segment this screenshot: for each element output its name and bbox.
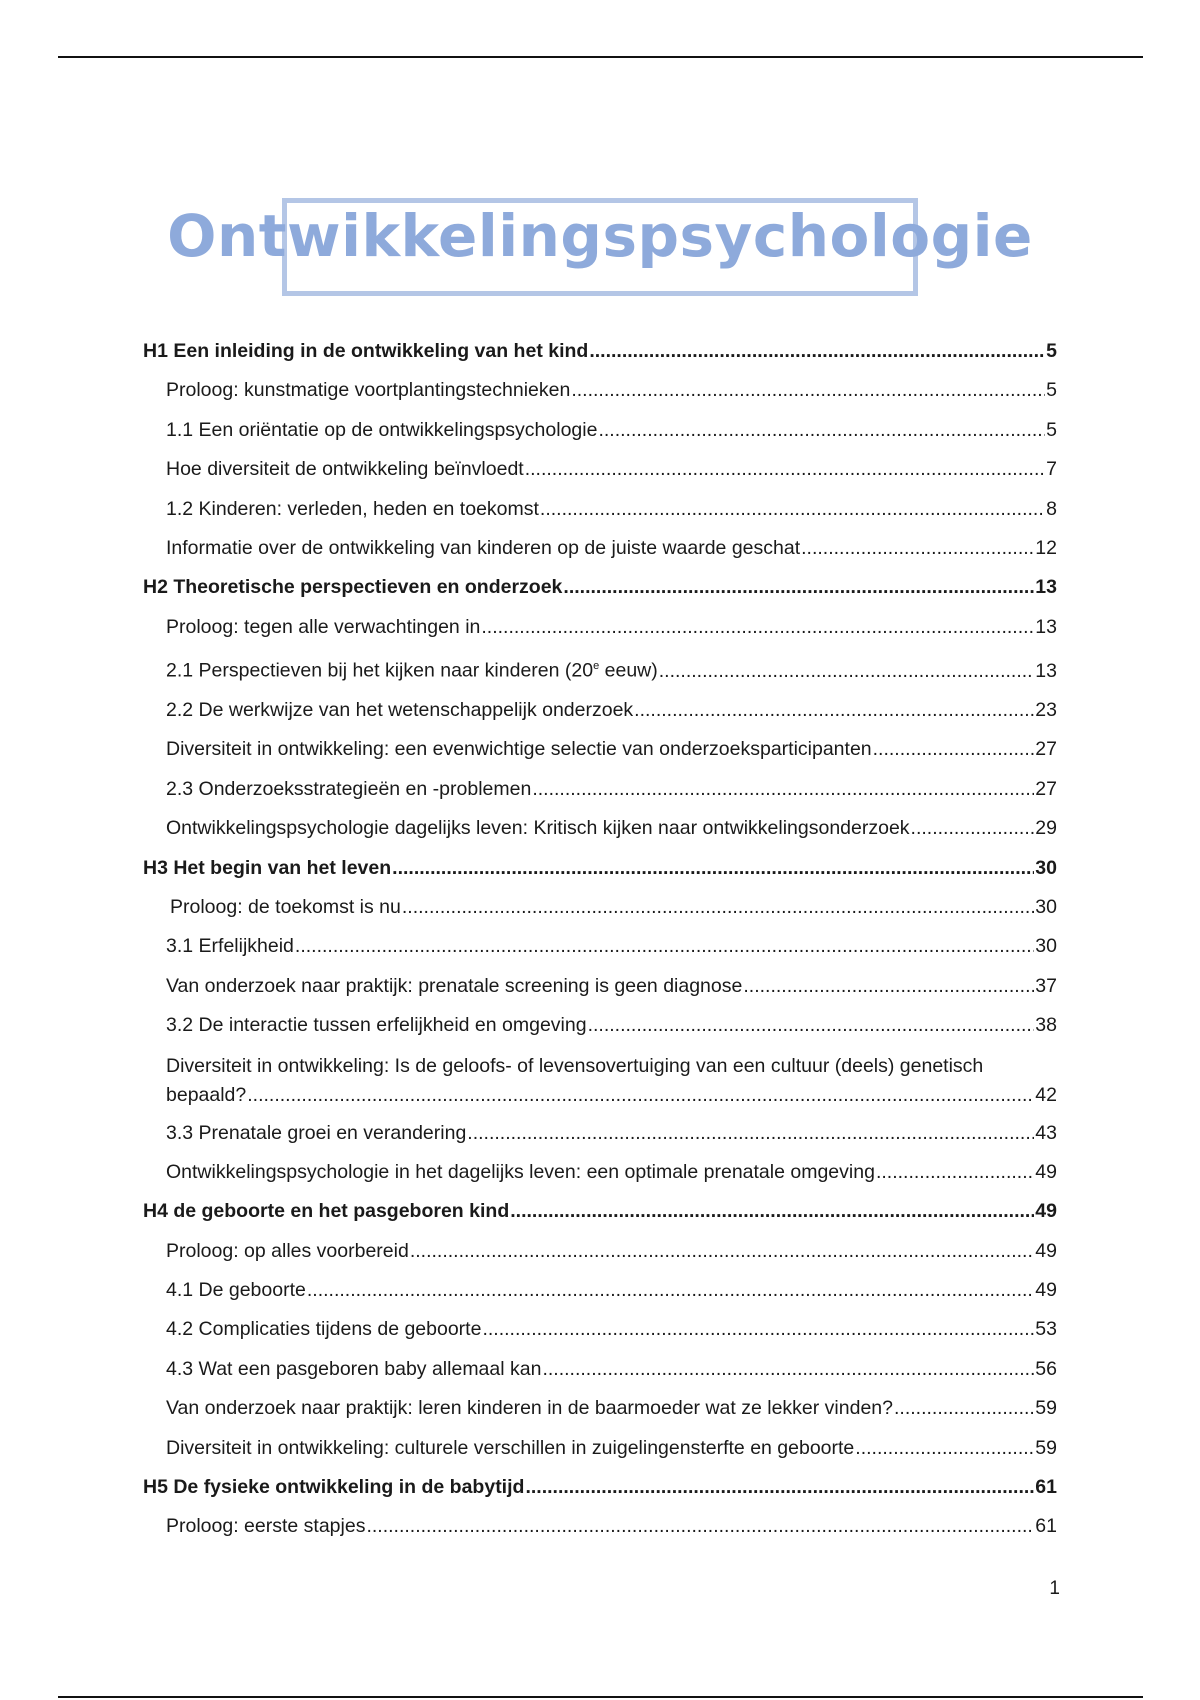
- toc-entry-text: Informatie over de ontwikkeling van kinderen op de juiste waarde geschat: [166, 536, 801, 559]
- toc-entry-text: 3.1 Erfelijkheid: [166, 935, 294, 958]
- toc-entry-text: Hoe diversiteit de ontwikkeling beïnvloedt: [166, 458, 524, 481]
- toc-text-before: 2.1 Perspectieven bij het kijken naar kinderen (20: [166, 659, 594, 682]
- toc-page-number: 59: [1035, 1436, 1057, 1459]
- toc-page-number: 13: [1035, 576, 1057, 599]
- toc-entry[interactable]: [143, 1316, 1057, 1342]
- toc-entry-text: 4.1 De geboorte: [166, 1279, 306, 1302]
- toc-entry-text: Van onderzoek naar praktijk: leren kinderen in de baarmoeder wat ze lekker vinden?: [166, 1397, 893, 1420]
- toc-page-number: 53: [1035, 1318, 1057, 1341]
- toc-entry-text: 2.3 Onderzoeksstrategieën en -problemen: [166, 777, 532, 800]
- toc-leader: [295, 933, 1034, 959]
- toc-leader: [247, 1081, 1034, 1110]
- toc-entry[interactable]: [143, 1395, 1057, 1421]
- toc-entry[interactable]: [143, 697, 1057, 723]
- toc-entry[interactable]: [143, 1120, 1057, 1146]
- toc-page-number: 56: [1035, 1357, 1057, 1380]
- toc-leader: [598, 417, 1045, 443]
- toc-entry-text: Proloog: kunstmatige voortplantingstechnieken: [166, 379, 571, 402]
- toc-leader: [366, 1513, 1034, 1539]
- toc-page-number: 5: [1046, 418, 1057, 441]
- footer-rule: [58, 1696, 1143, 1698]
- toc-page-number: 7: [1046, 458, 1057, 481]
- toc-page-number: 43: [1035, 1121, 1057, 1144]
- toc-leader: [571, 377, 1045, 403]
- toc-entry-h1[interactable]: [143, 338, 1057, 364]
- toc-entry[interactable]: [143, 377, 1057, 403]
- toc-entry-text: [166, 653, 658, 684]
- toc-entry-text: H4 de geboorte en het pasgeboren kind: [143, 1200, 510, 1223]
- document-title: Ontwikkelingspsychologie: [167, 202, 1033, 270]
- toc-entry[interactable]: [143, 933, 1057, 959]
- toc-leader: [801, 535, 1034, 561]
- toc-entry-text: 1.2 Kinderen: verleden, heden en toekomst: [166, 497, 539, 520]
- table-of-contents: [143, 338, 1057, 1553]
- toc-entry[interactable]: [143, 1513, 1057, 1539]
- toc-leader: [307, 1277, 1034, 1303]
- page-number: 1: [1049, 1578, 1060, 1599]
- toc-entry-text: Proloog: op alles voorbereid: [166, 1239, 409, 1262]
- toc-entry-line2: [166, 1081, 1057, 1110]
- toc-leader: [634, 697, 1034, 723]
- toc-entry-text: H3 Het begin van het leven: [143, 856, 392, 879]
- toc-entry[interactable]: [143, 456, 1057, 482]
- toc-entry-text: 1.1 Een oriëntatie op de ontwikkelingspsychologie: [166, 418, 598, 441]
- toc-entry-text: 3.2 De interactie tussen erfelijkheid en omgeving: [166, 1014, 587, 1037]
- toc-entry[interactable]: [143, 417, 1057, 443]
- toc-page-number: 5: [1046, 340, 1057, 362]
- toc-page-number: 42: [1035, 1083, 1057, 1106]
- header-rule: [58, 56, 1143, 58]
- toc-entry-text: Ontwikkelingspsychologie in het dagelijks leven: een optimale prenatale omgeving: [166, 1160, 875, 1183]
- toc-entry[interactable]: [143, 973, 1057, 999]
- toc-leader: [873, 736, 1035, 762]
- toc-page-number: 23: [1035, 699, 1057, 722]
- toc-leader: [588, 1012, 1035, 1038]
- title-block: [0, 190, 1200, 310]
- toc-leader: [510, 1198, 1034, 1224]
- toc-entry[interactable]: [143, 614, 1057, 640]
- toc-leader: [525, 456, 1045, 482]
- toc-entry[interactable]: [143, 1277, 1057, 1303]
- toc-page-number: 27: [1035, 777, 1057, 800]
- toc-entry-h3[interactable]: [143, 855, 1057, 881]
- toc-entry-text: Proloog: eerste stapjes: [166, 1515, 366, 1538]
- toc-leader: [540, 496, 1045, 522]
- toc-leader: [467, 1120, 1034, 1146]
- toc-page-number: 59: [1035, 1397, 1057, 1420]
- toc-entry[interactable]: [143, 1012, 1057, 1038]
- toc-entry-text: Diversiteit in ontwikkeling: een evenwichtige selectie van onderzoeksparticipanten: [166, 738, 872, 761]
- toc-leader: [482, 1316, 1034, 1342]
- toc-page-number: 38: [1035, 1014, 1057, 1037]
- toc-leader: [392, 855, 1034, 881]
- toc-entry-text: H1 Een inleiding in de ontwikkeling van het kind: [143, 340, 589, 362]
- toc-entry[interactable]: [143, 736, 1057, 762]
- toc-superscript: e: [593, 660, 600, 673]
- toc-entry-h4[interactable]: [143, 1198, 1057, 1224]
- toc-entry[interactable]: [143, 1435, 1057, 1461]
- toc-leader: [525, 1474, 1034, 1500]
- toc-entry[interactable]: [143, 1356, 1057, 1382]
- toc-entry[interactable]: [143, 1159, 1057, 1185]
- toc-entry-text: 2.2 De werkwijze van het wetenschappelijk onderzoek: [166, 699, 634, 722]
- toc-leader: [402, 894, 1034, 920]
- toc-page-number: 5: [1046, 379, 1057, 402]
- toc-page-number: 30: [1035, 895, 1057, 918]
- toc-leader: [481, 614, 1034, 640]
- toc-entry-text: 4.3 Wat een pasgeboren baby allemaal kan: [166, 1357, 542, 1380]
- toc-entry-text: Proloog: tegen alle verwachtingen in: [166, 615, 481, 638]
- toc-entry[interactable]: [143, 1238, 1057, 1264]
- toc-entry-text: H5 De fysieke ontwikkeling in de babytijd: [143, 1476, 525, 1499]
- toc-entry[interactable]: [143, 496, 1057, 522]
- toc-entry-text: H2 Theoretische perspectieven en onderzoek: [143, 576, 563, 599]
- toc-entry-h2[interactable]: [143, 574, 1057, 600]
- toc-leader: [894, 1395, 1034, 1421]
- toc-entry-text: Proloog: de toekomst is nu: [170, 895, 401, 918]
- toc-entry-h5[interactable]: [143, 1474, 1057, 1500]
- toc-leader: [743, 973, 1034, 999]
- toc-entry-text: 3.3 Prenatale groei en verandering: [166, 1121, 467, 1144]
- toc-page-number: 29: [1035, 817, 1057, 840]
- toc-leader: [563, 574, 1034, 600]
- toc-entry-text: Van onderzoek naar praktijk: prenatale screening is geen diagnose: [166, 974, 743, 997]
- toc-entry[interactable]: [143, 894, 1057, 920]
- toc-text-after: eeuw): [599, 659, 658, 682]
- toc-entry-text-line2: bepaald?: [166, 1083, 247, 1106]
- toc-entry[interactable]: [143, 815, 1057, 841]
- toc-page-number: 61: [1035, 1476, 1057, 1499]
- toc-leader: [911, 815, 1035, 841]
- toc-page-number: 49: [1035, 1200, 1057, 1223]
- toc-page-number: 30: [1035, 856, 1057, 879]
- toc-entry-text-line1: Diversiteit in ontwikkeling: Is de geloofs- of levensovertuiging van een cultuur (deels) genetisch: [166, 1054, 984, 1077]
- toc-page-number: 37: [1035, 974, 1057, 997]
- toc-leader: [659, 658, 1035, 684]
- toc-leader: [532, 776, 1034, 802]
- toc-page-number: 30: [1035, 935, 1057, 958]
- toc-entry[interactable]: [143, 776, 1057, 802]
- toc-page-number: 27: [1035, 738, 1057, 761]
- toc-entry[interactable]: [143, 535, 1057, 561]
- toc-page-number: 12: [1035, 536, 1057, 559]
- toc-page-number: 49: [1035, 1239, 1057, 1262]
- toc-page-number: 13: [1035, 659, 1057, 682]
- toc-leader: [876, 1159, 1034, 1185]
- toc-leader: [589, 338, 1045, 364]
- toc-entry-text: Ontwikkelingspsychologie dagelijks leven: Kritisch kijken naar ontwikkelingsonderzoek: [166, 817, 910, 840]
- toc-entry-text: Diversiteit in ontwikkeling: culturele verschillen in zuigelingensterfte en geboorte: [166, 1436, 855, 1459]
- toc-leader: [855, 1435, 1034, 1461]
- toc-page-number: 13: [1035, 615, 1057, 638]
- toc-entry-multiline[interactable]: [143, 1052, 1057, 1110]
- toc-entry[interactable]: [143, 653, 1057, 684]
- toc-page-number: 61: [1035, 1515, 1057, 1538]
- toc-entry-text: 4.2 Complicaties tijdens de geboorte: [166, 1318, 482, 1341]
- toc-leader: [410, 1238, 1034, 1264]
- toc-leader: [542, 1356, 1034, 1382]
- toc-page-number: 8: [1046, 497, 1057, 520]
- toc-page-number: 49: [1035, 1160, 1057, 1183]
- toc-page-number: 49: [1035, 1279, 1057, 1302]
